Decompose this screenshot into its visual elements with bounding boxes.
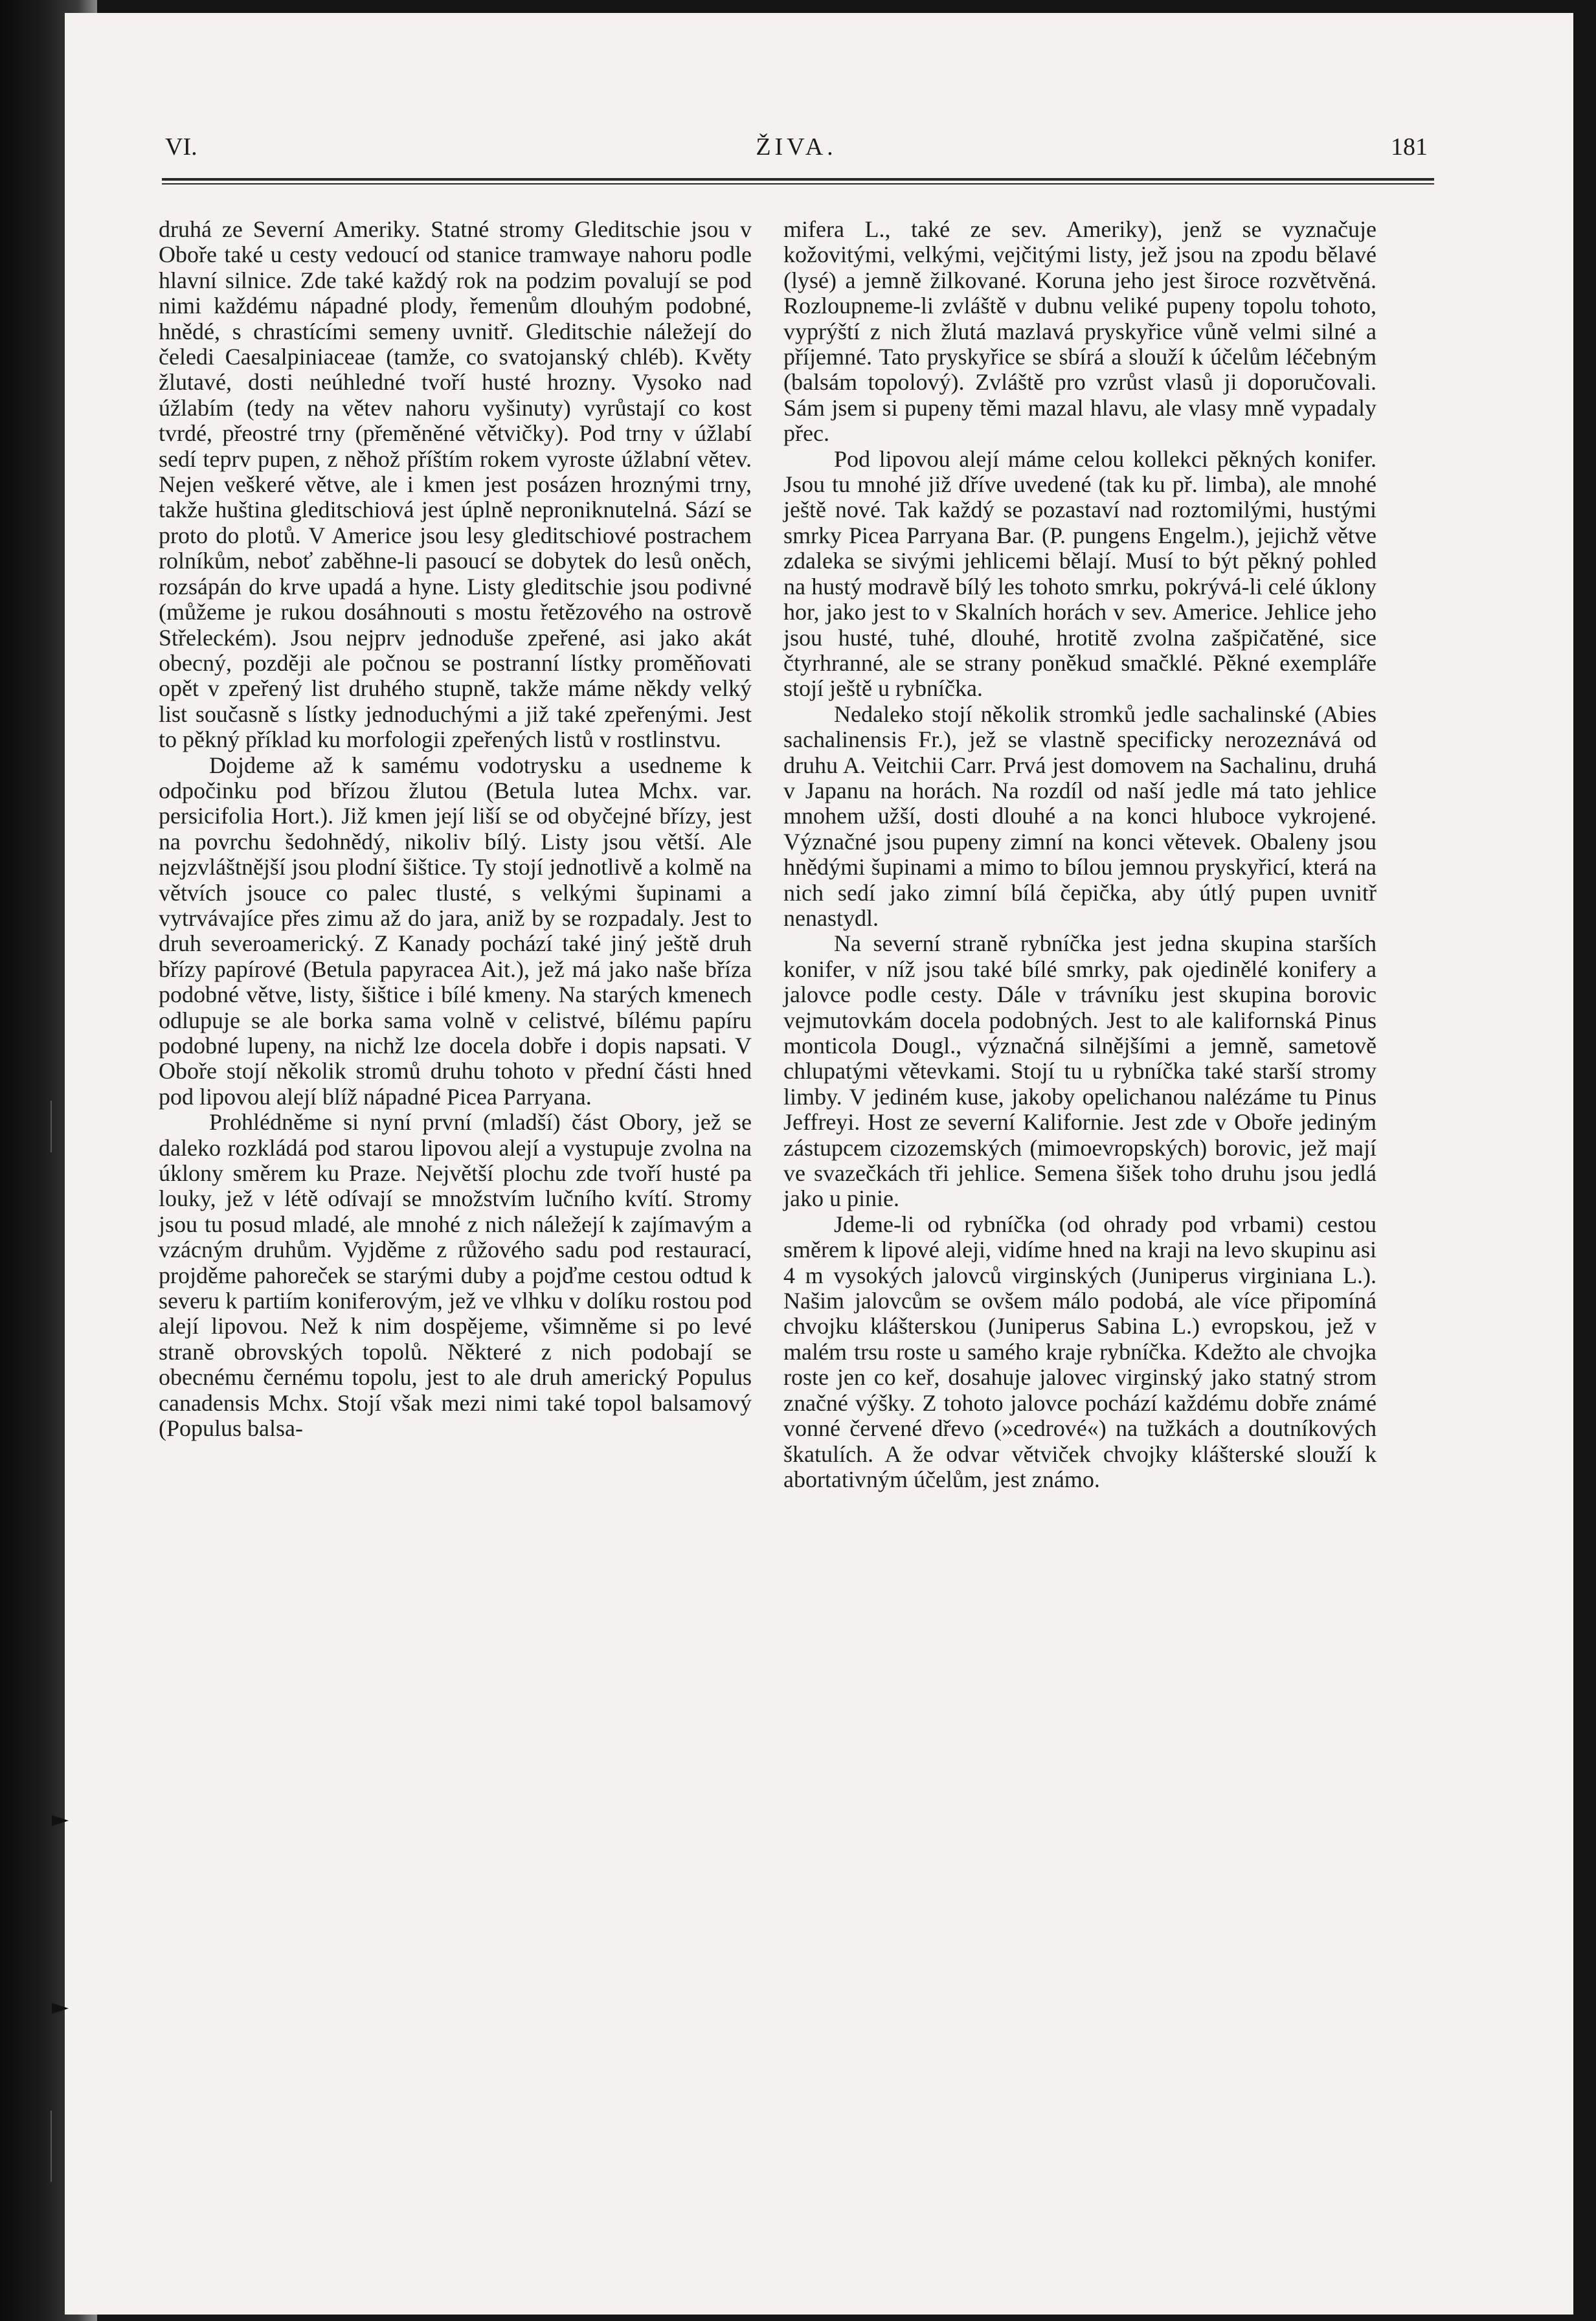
page-number: 181 [1391,133,1428,161]
margin-arrow-icon: ► [52,1806,69,1832]
margin-line [51,2111,52,2182]
scanned-page [65,13,1573,2315]
paragraph: Jdeme-li od rybníčka (od ohrady pod vrbami) cestou směrem k lipové aleji, vidíme hned na kraji na levo skupinu asi 4 m vysokých jalovců virginských (Juniperus virginiana L.). Našim jalovcům se ovšem málo podobá, ale více připomíná chvojku klášterskou (Juniperus Sabina L.) evropskou, jež v malém trsu roste u samého kraje rybníčka. Kdežto ale chvojka roste jen co keř, dosahuje jalovec virginský jako statný strom značné výšky. Z tohoto jalovce pochází každému dobře známé vonné červené dřevo (»cedrové«) na tužkách a doutníkových škatulích. A že odvar větviček chvojky klášterské slouží k abortativným účelům, jest známo. [783,1211,1377,1492]
paragraph: mifera L., také ze sev. Ameriky), jenž se vyznačuje kožovitými, velkými, vejčitými listy, jež jsou na zpodu bělavé (lysé) a jemně žilkované. Koruna jeho jest široce rozvětvěná. Rozloupneme-li zvláště v dubnu veliké pupeny topolu tohoto, vyprýští z nich žlutá mazlavá pryskyřice vůně velmi silné a příjemné. Tato pryskyřice se sbírá a slouží k účelům léčebným (balsám topolový). Zvláště pro vzrůst vlasů ji doporučovali. Sám jsem si pupeny těmi mazal hlavu, ale vlasy mně vypadaly přec. [783,216,1377,447]
paragraph: Pod lipovou alejí máme celou kollekci pěkných konifer. Jsou tu mnohé již dříve uvedené (tak ku př. limba), ale mnohé ještě nové. Tak každý se pozastaví nad roztomilými, hustými smrky Picea Parryana Bar. (P. pungens Engelm.), jejichž větve zdaleka se sivými jehlicemi bělají. Musí to být pěkný pohled na hustý modravě bílý les tohoto smrku, pokrývá-li celé úklony hor, jako jest to v Skalních horách v sev. Americe. Jehlice jeho jsou husté, tuhé, dlouhé, hrotitě zvolna zašpičatěné, sice čtyrhranné, ale se strany poněkud smačklé. Pěkné exempláře stojí ještě u rybníčka. [783,445,1377,702]
header-rule [162,178,1434,181]
left-column [159,217,752,1442]
paragraph: Na severní straně rybníčka jest jedna skupina starších konifer, v níž jsou také bílé smrky, pak ojedinělé konifery a jalovce podle cesty. Dále v trávníku jest skupina borovic vejmutovkám docela podobných. Jest to ale kalifornská Pinus monticola Dougl., význačná silnějšími a jemně, sametově chlupatými větevkami. Stojí tu u rybníčka také starší stromy limby. V jediném kuse, jakoby opelichanou nalézáme tu Pinus Jeffreyi. Host ze severní Kalifornie. Jest zde v Oboře jediným zástupcem cizozemských (mimoevropských) borovic, jež mají ve svazečkách tři jehlice. Semena šišek toho druhu jsou jedlá jako u pinie. [783,930,1377,1212]
margin-arrow-icon: ► [52,1994,69,2020]
right-column [783,217,1377,1492]
paragraph: Dojdeme až k samému vodotrysku a usedneme k odpočinku pod břízou žlutou (Betula lutea Mchx. var. persicifolia Hort.). Již kmen její liší se od obyčejné břízy, jest na povrchu šedohnědý, nikoliv bílý. Listy jsou větší. Ale nejzvláštnější jsou plodní šištice. Ty stojí jednotlivě a kolmě na větvích jsouce co palec tlusté, s velkými šupinami a vytrvávajíce přes zimu až do jara, aniž by se rozpadaly. Jest to druh severoamerický. Z Kanady pochází také jiný ještě druh břízy papírové (Betula papyracea Ait.), jež má jako naše bříza podobné větve, listy, šištice i bílé kmeny. Na starých kmenech odlupuje se ale borka sama volně v celistvé, bílému papíru podobné lupeny, na nichž lze docela dobře i dopis napsati. V Oboře stojí několik stromů druhu tohoto v přední části hned pod lipovou alejí blíž nápadné Picea Parryana. [159,752,752,1110]
paragraph: Nedaleko stojí několik stromků jedle sachalinské (Abies sachalinensis Fr.), jež se vlastně specificky nerozeznává od druhu A. Veitchii Carr. Prvá jest domovem na Sachalinu, druhá v Japanu na horách. Na rozdíl od naší jedle má tato jehlice mnohem užší, dosti dlouhé a na konci hluboce vykrojené. Význačné jsou pupeny zimní na konci větevek. Obaleny jsou hnědými šupinami a mimo to bílou jemnou pryskyřicí, která na nich sedí jako zimní bílá čepička, aby útlý pupen uvnitř nenastydl. [783,701,1377,931]
running-header [165,133,1428,172]
journal-title: ŽIVA. [756,133,837,161]
paragraph: Prohlédněme si nyní první (mladší) část Obory, jež se daleko rozkládá pod starou lipovou alejí a vystupuje zvolna na úklony směrem ku Praze. Největší plochu zde tvoří husté pa louky, jež v létě odívají se množstvím lučního kvítí. Stromy jsou tu posud mladé, ale mnohé z nich náležejí k zajímavým a vzácným druhům. Vyjděme z růžového sadu pod restaurací, projděme pahoreček se starými duby a pojďme cestou odtud k severu k partiím koniferovým, jež ve vlhku v dolíku rostou pod alejí lipovou. Než k nim dospějeme, všimněme si po levé straně obrovských topolů. Některé z nich podobají se obecnému černému topolu, jest to ale druh americký Populus canadensis Mchx. Stojí však mezi nimi také topol balsamový (Populus balsa- [159,1109,752,1442]
paragraph: druhá ze Severní Ameriky. Statné stromy Gleditschie jsou v Oboře také u cesty vedoucí od stanice tramwaye nahoru podle hlavní silnice. Zde také každý rok na podzim povalují se pod nimi každému nápadné plody, řemenům dlouhým podobné, hnědé, s chrastícími semeny uvnitř. Gleditschie náležejí do čeledi Caesalpiniaceae (tamže, co svatojanský chléb). Květy žlutavé, dosti neúhledné tvoří husté hrozny. Vysoko nad úžlabím (tedy na větev nahoru vyšinuty) vyrůstají co kost tvrdé, přeostré trny (přeměněné větvičky). Pod trny v úžlabí sedí teprv pupen, z něhož příštím rokem vyroste úžlabní větev. Nejen veškeré větve, ale i kmen jest posázen hroznými trny, takže huština gleditschiová jest úplně neproniknutelná. Sází se proto do plotů. V Americe jsou lesy gleditschiové postrachem rolníkům, neboť zaběhne-li pasoucí se dobytek do lesů oněch, rozsápán do krve upadá a hyne. Listy gleditschie jsou podivné (můžeme je rukou dosáhnouti s mostu řetězového na ostrově Střeleckém). Jsou nejprv jednoduše zpeřené, asi jako akát obecný, později ale počnou se postranní lístky proměňovati opět v zpeřený list druhého stupně, takže máme někdy velký list současně s lístky jednoduchými a již také zpeřenými. Jest to pěkný příklad ku morfologii zpeřených listů v rostlinstvu. [159,216,752,753]
header-rule-thin [162,183,1434,185]
margin-line [51,1101,52,1152]
section-number: VI. [165,133,197,161]
